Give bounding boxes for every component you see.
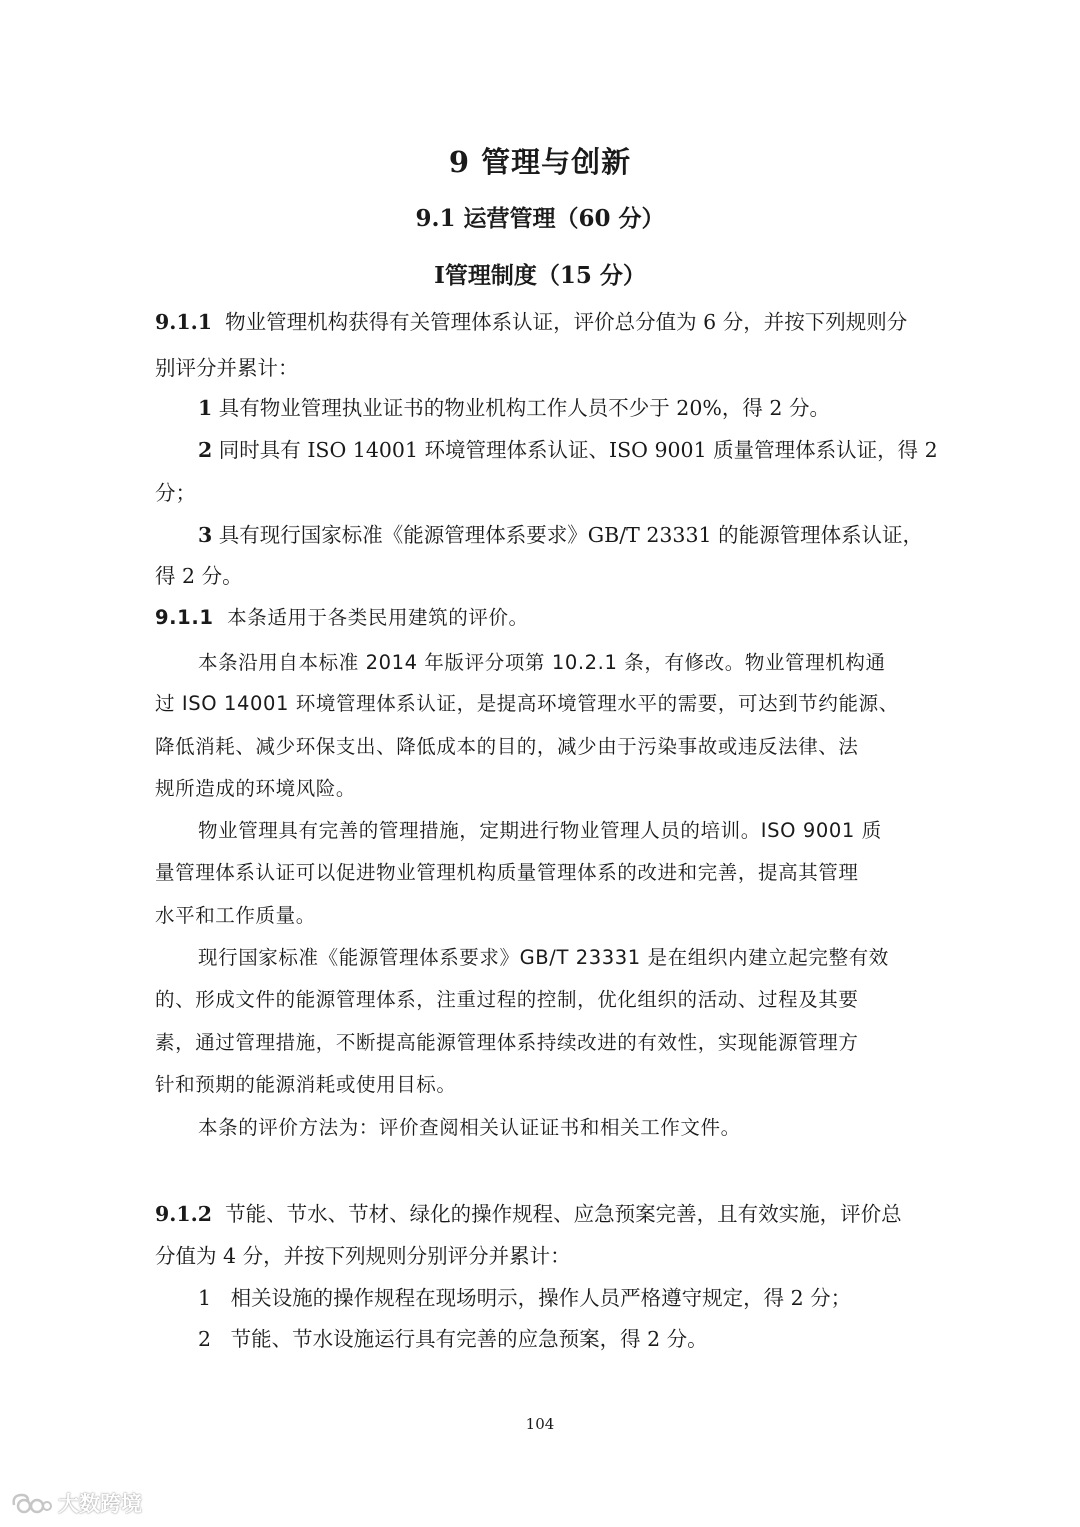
item-number: 2 — [198, 1327, 212, 1351]
explanation-p1-line1: 本条沿用自本标准 2014 年版评分项第 10.2.1 条，有修改。物业管理机构通 — [198, 651, 886, 674]
chapter-heading: 9 管理与创新 — [448, 145, 632, 179]
item-text: 节能、节水设施运行具有完善的应急预案，得 2 分。 — [230, 1327, 708, 1351]
explanation-title: 本条适用于各类民用建筑的评价。 — [227, 606, 529, 629]
clause-911-item2-cont: 分； — [155, 481, 196, 505]
item-number: 3 — [198, 523, 213, 547]
clause-number: 9.1.1 — [155, 310, 213, 334]
explanation-p3-line2: 的、形成文件的能源管理体系，注重过程的控制，优化组织的活动、过程及其要 — [155, 988, 859, 1011]
watermark — [10, 1488, 142, 1518]
explanation-p1-line3: 降低消耗、减少环保支出、降低成本的目的，减少由于污染事故或违反法律、法 — [155, 735, 859, 758]
page-number: 104 — [525, 1415, 555, 1433]
explanation-p2-line3: 水平和工作质量。 — [155, 904, 316, 927]
clause-912-item1 — [198, 1285, 978, 1311]
clause-text: 节能、节水、节材、绿化的操作规程、应急预案完善，且有效实施，评价总 — [225, 1202, 902, 1226]
clause-911-item1 — [198, 395, 978, 421]
watermark-text: 大数跨境 — [58, 1492, 142, 1516]
explanation-p3-line3: 素，通过管理措施，不断提高能源管理体系持续改进的有效性，实现能源管理方 — [155, 1031, 859, 1054]
item-text: 具有现行国家标准《能源管理体系要求》GB/T 23331 的能源管理体系认证， — [218, 523, 924, 547]
clause-911-item3-cont: 得 2 分。 — [155, 564, 243, 588]
item-text: 相关设施的操作规程在现场明示，操作人员严格遵守规定，得 2 分； — [230, 1286, 852, 1310]
clause-911-item2 — [198, 437, 978, 463]
explanation-p1-line2: 过 ISO 14001 环境管理体系认证，是提高环境管理水平的需要，可达到节约能源、 — [155, 692, 899, 715]
clause-911-item3 — [198, 522, 978, 548]
clause-number: 9.1.2 — [155, 1202, 213, 1226]
explanation-p1-line4: 规所造成的环境风险。 — [155, 777, 357, 800]
item-number: 1 — [198, 396, 213, 420]
clause-911-line1 — [155, 309, 935, 335]
clause-912-line2: 分值为 4 分，并按下列规则分别评分并累计： — [155, 1244, 571, 1268]
clause-911-line2: 别评分并累计： — [155, 356, 299, 380]
item-text: 同时具有 ISO 14001 环境管理体系认证、ISO 9001 质量管理体系认证，得 2 — [218, 438, 938, 462]
explanation-p3-line4: 针和预期的能源消耗或使用目标。 — [155, 1073, 457, 1096]
clause-912-item2 — [198, 1326, 978, 1352]
clause-text: 物业管理机构获得有关管理体系认证，评价总分值为 6 分，并按下列规则分 — [225, 310, 908, 334]
section-heading: 9.1 运营管理（60 分） — [415, 205, 665, 232]
explanation-p2-line1: 物业管理具有完善的管理措施，定期进行物业管理人员的培训。ISO 9001 质 — [198, 819, 882, 842]
item-number: 2 — [198, 438, 213, 462]
watermark-logo-icon — [10, 1491, 52, 1515]
explanation-p2-line2: 量管理体系认证可以促进物业管理机构质量管理体系的改进和完善，提高其管理 — [155, 861, 859, 884]
item-text: 具有物业管理执业证书的物业机构工作人员不少于 20%，得 2 分。 — [218, 396, 830, 420]
explanation-911-title — [155, 605, 935, 631]
subsection-heading: Ⅰ管理制度（15 分） — [434, 262, 646, 289]
item-number: 1 — [198, 1286, 212, 1310]
explanation-number: 9.1.1 — [155, 606, 214, 629]
explanation-p4: 本条的评价方法为：评价查阅相关认证证书和相关工作文件。 — [198, 1116, 741, 1139]
clause-912-line1 — [155, 1201, 935, 1227]
explanation-p3-line1: 现行国家标准《能源管理体系要求》GB/T 23331 是在组织内建立起完整有效 — [198, 946, 889, 969]
